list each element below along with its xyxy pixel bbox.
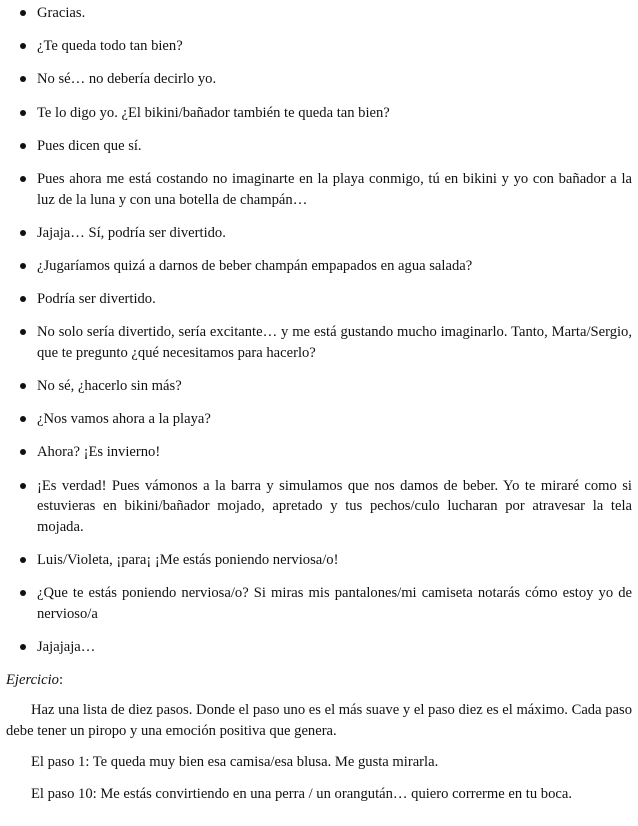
bullet-icon	[20, 644, 26, 650]
bullet-icon	[20, 10, 26, 16]
dialogue-text: ¡Es verdad! Pues vámonos a la barra y simulamos que nos damos de beber. Yo te miraré como si estuvieras en bikini/bañador mojado, apretado y tus pechos/culo lucharan por atravesar la tela mojada.	[37, 477, 632, 535]
exercise-paragraph: El paso 10: Me estás convirtiendo en una perra / un orangután… quiero correrme en tu boca.	[31, 785, 573, 802]
bullet-icon	[20, 230, 26, 236]
bullet-icon	[20, 76, 26, 82]
bullet-icon	[20, 110, 26, 116]
dialogue-line	[6, 223, 632, 244]
dialogue-line	[6, 322, 632, 363]
exercise-heading-colon: :	[58, 672, 64, 689]
dialogue-line	[6, 637, 632, 658]
exercise-paragraph: El paso 1: Te queda muy bien esa camisa/esa blusa. Me gusta mirarla.	[31, 754, 439, 771]
dialogue-line	[6, 583, 632, 624]
dialogue-line	[6, 256, 632, 277]
dialogue-text: Pues ahora me está costando no imaginarte en la playa conmigo, tú en bikini y yo con bañador a la luz de la luna y con una botella de champán…	[37, 170, 632, 208]
dialogue-text: Podría ser divertido.	[37, 291, 156, 308]
dialogue-line	[6, 550, 632, 571]
exercise-heading-text: Ejercicio	[6, 672, 59, 689]
bullet-icon	[20, 590, 26, 596]
dialogue-list	[6, 3, 632, 658]
bullet-icon	[20, 176, 26, 182]
exercise-heading	[6, 670, 632, 690]
dialogue-text: Te lo digo yo. ¿El bikini/bañador también te queda tan bien?	[37, 104, 390, 121]
dialogue-line	[6, 103, 632, 124]
dialogue-line	[6, 289, 632, 310]
bullet-icon	[20, 483, 26, 489]
dialogue-text: ¿Que te estás poniendo nerviosa/o? Si miras mis pantalones/mi camiseta notarás cómo estoy yo de nervioso/a	[37, 585, 632, 622]
bullet-icon	[20, 296, 26, 302]
dialogue-line	[6, 136, 632, 157]
dialogue-line	[6, 3, 632, 24]
dialogue-line	[6, 169, 632, 210]
bullet-icon	[20, 43, 26, 49]
bullet-icon	[20, 143, 26, 149]
dialogue-line	[6, 442, 632, 463]
dialogue-text: Jajajaja…	[37, 638, 96, 655]
dialogue-line	[6, 476, 632, 538]
dialogue-text: ¿Nos vamos ahora a la playa?	[37, 411, 211, 428]
dialogue-text: No sé, ¿hacerlo sin más?	[37, 378, 182, 395]
bullet-icon	[20, 557, 26, 563]
dialogue-line	[6, 376, 632, 397]
dialogue-text: No solo sería divertido, sería excitante… y me está gustando mucho imaginarlo. Tanto, Marta/Sergio, que te pregunto ¿qué necesitamos para hacerlo?	[37, 324, 632, 361]
bullet-icon	[20, 383, 26, 389]
dialogue-text: Ahora? ¡Es invierno!	[37, 444, 161, 461]
dialogue-line	[6, 409, 632, 430]
dialogue-text: Gracias.	[37, 5, 86, 21]
exercise-paragraph: Haz una lista de diez pasos. Donde el paso uno es el más suave y el paso diez es el máximo. Cada paso debe tener un piropo y una emoción positiva que genera.	[6, 702, 632, 739]
bullet-icon	[20, 329, 26, 335]
dialogue-text: Pues dicen que sí.	[37, 137, 142, 154]
dialogue-text: ¿Te queda todo tan bien?	[37, 38, 183, 55]
dialogue-line	[6, 69, 632, 90]
bullet-icon	[20, 449, 26, 455]
bullet-icon	[20, 263, 26, 269]
dialogue-text: Jajaja… Sí, podría ser divertido.	[37, 224, 226, 241]
dialogue-line	[6, 36, 632, 57]
dialogue-text: ¿Jugaríamos quizá a darnos de beber champán empapados en agua salada?	[37, 257, 473, 274]
bullet-icon	[20, 416, 26, 422]
dialogue-text: Luis/Violeta, ¡para¡ ¡Me estás poniendo nerviosa/o!	[37, 552, 339, 568]
dialogue-text: No sé… no debería decirlo yo.	[37, 71, 217, 88]
